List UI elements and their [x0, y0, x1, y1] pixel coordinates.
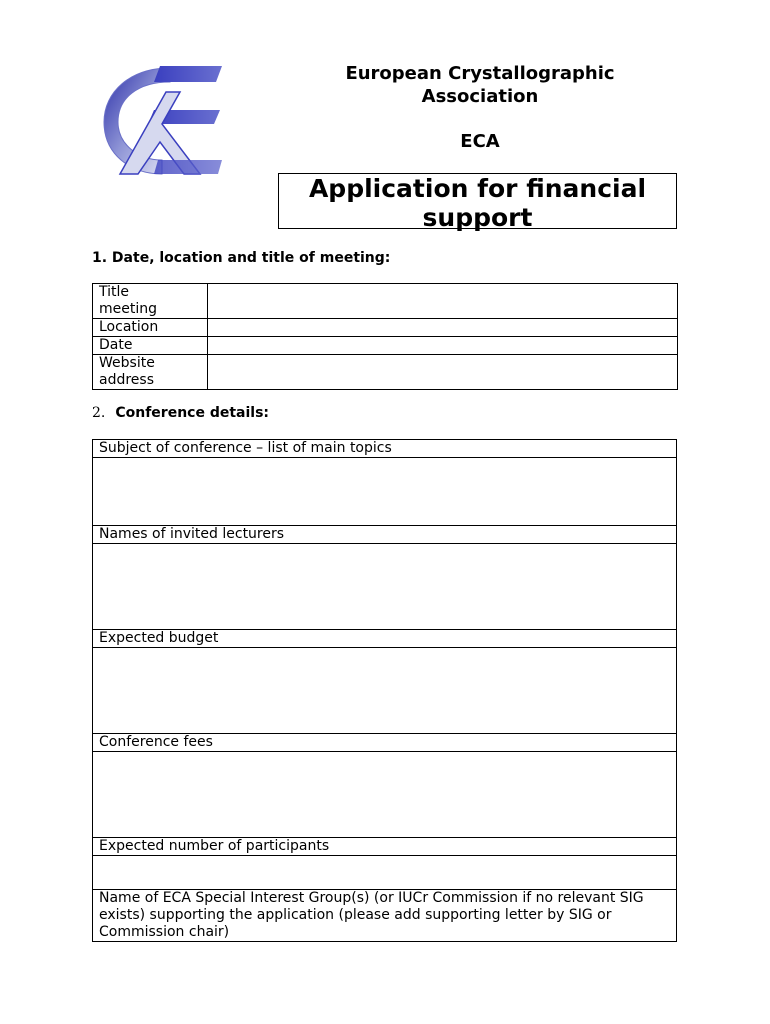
eca-logo — [100, 62, 226, 178]
label-line: address — [99, 372, 155, 388]
table-row — [93, 440, 677, 458]
participants-field[interactable] — [93, 856, 677, 890]
organization-name — [300, 62, 660, 108]
table-row — [93, 752, 677, 838]
location-label — [93, 319, 208, 337]
conference-details-table — [92, 439, 677, 942]
location-field[interactable] — [208, 319, 678, 337]
invited-lecturers-field[interactable] — [93, 544, 677, 630]
organization-abbreviation: ECA — [460, 131, 500, 152]
website-address-field[interactable] — [208, 355, 678, 390]
meeting-info-table — [92, 283, 678, 390]
table-row — [93, 890, 677, 942]
participants-label: Expected number of participants — [93, 838, 677, 856]
sig-supporting-label: Name of ECA Special Interest Group(s) (or IUCr Commission if no relevant SIG exists) supporting the application (please add supporting letter by SIG or Commission chair) — [93, 890, 677, 942]
website-address-label — [93, 355, 208, 390]
organization-name-line2: Association — [421, 86, 539, 107]
table-row — [93, 337, 678, 355]
section2-number: 2. — [92, 405, 106, 421]
section2-heading — [92, 405, 269, 421]
subject-topics-label: Subject of conference – list of main topics — [93, 440, 677, 458]
title-meeting-label — [93, 284, 208, 319]
table-row — [93, 284, 678, 319]
label-line: meeting — [99, 301, 158, 317]
label-line: Title — [99, 284, 130, 300]
table-row — [93, 526, 677, 544]
table-row — [93, 319, 678, 337]
section2-title: Conference details: — [115, 405, 270, 421]
document-title — [278, 173, 677, 232]
expected-budget-label: Expected budget — [93, 630, 677, 648]
table-row — [93, 630, 677, 648]
label-line: Website — [99, 355, 155, 371]
table-row — [93, 856, 677, 890]
invited-lecturers-label: Names of invited lecturers — [93, 526, 677, 544]
table-row — [93, 648, 677, 734]
label-line: Location — [99, 319, 159, 335]
table-row — [93, 838, 677, 856]
table-row — [93, 355, 678, 390]
conference-fees-field[interactable] — [93, 752, 677, 838]
document-title-line1: Application for financial — [308, 174, 647, 203]
table-row — [93, 544, 677, 630]
subject-topics-field[interactable] — [93, 458, 677, 526]
date-label — [93, 337, 208, 355]
label-line: Date — [99, 337, 133, 353]
organization-name-line1: European Crystallographic — [345, 63, 615, 84]
expected-budget-field[interactable] — [93, 648, 677, 734]
title-meeting-field[interactable] — [208, 284, 678, 319]
date-field[interactable] — [208, 337, 678, 355]
table-row — [93, 734, 677, 752]
document-title-line2: support — [422, 203, 533, 232]
conference-fees-label: Conference fees — [93, 734, 677, 752]
table-row — [93, 458, 677, 526]
section1-heading: 1. Date, location and title of meeting: — [92, 250, 391, 266]
